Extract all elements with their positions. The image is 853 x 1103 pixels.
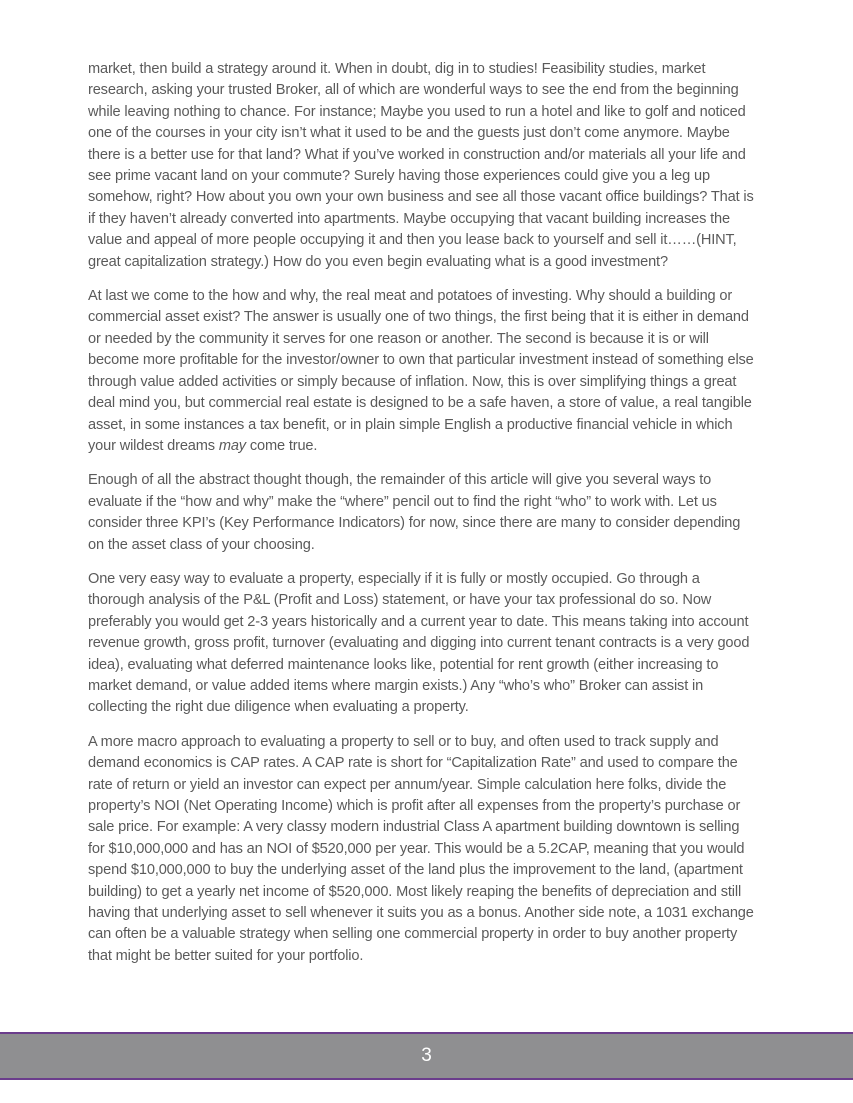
page-number: 3: [421, 1045, 432, 1066]
article-body: [88, 59, 756, 980]
paragraph-pl-analysis: One very easy way to evaluate a property, especially if it is fully or mostly occupied. Go through a thorough analysis of the P&L (Profit and Loss) statement, or have your tax professional do so. Now preferably you would get 2-3 years historically and a current year to date. This means taking into account revenue growth, gross profit, turnover (evaluating and digging into current tenant contracts is a very good idea), evaluating what deferred maintenance looks like, potential for rent growth (either increasing to market demand, or value added items where margin exists.) Any “who’s who” Broker can assist in collecting the right due diligence when evaluating a property.: [88, 570, 750, 716]
paragraph-text: At last we come to the how and why, the real meat and potatoes of investing. Why should a building or commercial asset exist? The answer is usually one of two things, the first being that it is either in demand or needed by the community it serves for one reason or another. The second is because it is or will become more profitable for the investor/owner to own that particular investment instead of something else through value added activities or simply because of inflation. Now, this is over simplifying things a great deal mind you, but commercial real estate is designed to be a safe haven, a store of value, a real tangible asset, in some instances a tax benefit, or in plain simple English a productive financial vehicle in which your wildest dreams: [88, 288, 754, 454]
paragraph-strategy: market, then build a strategy around it. When in doubt, dig in to studies! Feasibility studies, market research, asking your trusted Broker, all of which are wonderful ways to see the end from the beginning while leaving nothing to chance. For instance; Maybe you used to run a hotel and like to golf and noticed one of the courses in your city isn’t what it used to be and the guests just don’t come anymore. Maybe there is a better use for that land? What if you’ve worked in construction and/or materials all your life and see prime vacant land on your commute? Surely having those experiences could give you a leg up somehow, right? How about you own your own business and see all those vacant office buildings? That is if they haven’t already converted into apartments. Maybe occupying that vacant building increases the value and appeal of more people occupying it and then you lease back to yourself and sell it……(HINT, great capitalization strategy.) How do you even begin evaluating what is a good investment?: [88, 61, 754, 270]
paragraph-kpis: Enough of all the abstract thought though, the remainder of this article will give you several ways to evaluate if the “how and why” make the “where” pencil out to find the right “who” to work with. Let us consider three KPI’s (Key Performance Indicators) for now, since there are many to consider depending on the asset class of your choosing.: [88, 472, 741, 553]
emphasis-text: may: [218, 437, 246, 454]
paragraph-how-and-why: [88, 286, 756, 457]
page-footer: [0, 1032, 853, 1080]
paragraph-cap-rates: A more macro approach to evaluating a property to sell or to buy, and often used to track supply and demand economics is CAP rates. A CAP rate is short for “Capitalization Rate” and used to compare the rate of return or yield an investor can expect per annum/year. Simple calculation here folks, divide the property’s NOI (Net Operating Income) which is profit after all expenses from the property’s purchase or sale price. For example: A very classy modern industrial Class A apartment building downtown is selling for $10,000,000 and has an NOI of $520,000 per year. This would be a 5.2CAP, meaning that you would spend $10,000,000 to buy the underlying asset of the land plus the improvement to the land, (apartment building) to get a yearly net income of $520,000. Most likely reaping the benefits of depreciation and still having that underlying asset to sell whenever it suits you as a bonus. Another side note, a 1031 exchange can often be a valuable strategy when selling one commercial property in order to buy another property that might be better suited for your portfolio.: [88, 733, 754, 964]
paragraph-text: come true.: [245, 437, 318, 454]
